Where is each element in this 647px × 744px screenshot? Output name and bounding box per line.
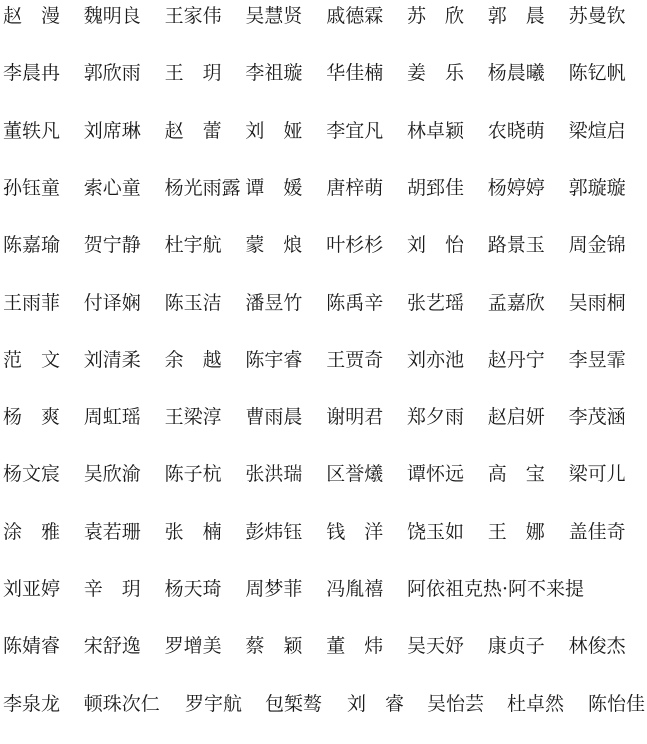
student-name: 刘清柔	[83, 348, 141, 371]
student-name: 区誉爔	[326, 463, 384, 486]
student-name: 李宜凡	[326, 119, 384, 142]
student-name: 罗增美	[164, 635, 222, 658]
student-name: 辛 玥	[83, 578, 141, 600]
student-name: 刘 睿	[347, 692, 405, 715]
student-name: 谭怀远	[407, 463, 465, 486]
student-name: 姜 乐	[407, 62, 465, 85]
student-name: 王梁淳	[164, 406, 222, 429]
student-name: 赵 蕾	[164, 119, 222, 142]
student-name: 谭 媛	[245, 176, 303, 199]
student-name: 梁煊启	[568, 119, 626, 142]
student-name: 康贞子	[487, 635, 545, 658]
student-name: 杨 爽	[3, 406, 61, 429]
student-name: 孙钰童	[3, 176, 61, 199]
student-name: 范 文	[3, 348, 61, 371]
student-name: 周虹瑶	[83, 406, 141, 429]
student-name: 杜宇航	[164, 234, 222, 257]
student-name: 涂 雅	[3, 520, 61, 543]
student-name: 袁若珊	[83, 520, 141, 543]
student-name: 董 炜	[326, 635, 384, 658]
student-name: 吴欣渝	[83, 463, 141, 486]
student-name: 郭 晨	[487, 5, 545, 27]
student-name: 苏 欣	[407, 5, 465, 27]
student-name: 陈子杭	[164, 463, 222, 486]
student-name: 郭璇璇	[568, 176, 626, 199]
student-name: 彭炜钰	[245, 520, 303, 543]
student-name: 杨晨曦	[487, 62, 545, 85]
student-name: 曹雨晨	[245, 406, 303, 429]
student-name: 张艺瑶	[407, 291, 465, 314]
student-name: 王雨菲	[3, 291, 61, 314]
student-name: 李祖璇	[245, 62, 303, 85]
student-name: 高 宝	[487, 463, 545, 486]
student-name: 梁可儿	[568, 463, 626, 486]
student-name: 吴慧贤	[245, 5, 303, 27]
student-name: 刘席琳	[83, 119, 141, 142]
student-name: 周梦菲	[245, 578, 303, 600]
student-name: 陈婧睿	[3, 635, 61, 658]
student-name: 王贾奇	[326, 348, 384, 371]
student-name: 叶杉杉	[326, 234, 384, 257]
student-name: 潘昱竹	[245, 291, 303, 314]
student-name: 阿依祖克热·阿不来提	[407, 578, 585, 600]
student-name: 刘 娅	[245, 119, 303, 142]
student-name: 陈玉洁	[164, 291, 222, 314]
student-name: 郭欣雨	[83, 62, 141, 85]
student-name: 李泉龙	[3, 692, 61, 715]
student-name: 陈嘉瑜	[3, 234, 61, 257]
student-name: 包椠骜	[265, 692, 323, 715]
student-name: 赵丹宁	[487, 348, 545, 371]
student-name: 陈宇睿	[245, 348, 303, 371]
student-name: 谢明君	[326, 406, 384, 429]
student-name: 李昱霏	[568, 348, 626, 371]
student-name: 王家伟	[164, 5, 222, 27]
student-name: 农晓萌	[487, 119, 545, 142]
student-name: 吴雨桐	[568, 291, 626, 314]
student-name: 赵启妍	[487, 406, 545, 429]
student-name: 林俊杰	[568, 635, 626, 658]
student-name: 饶玉如	[407, 520, 465, 543]
student-name: 盖佳奇	[568, 520, 626, 543]
student-name: 胡郅佳	[407, 176, 465, 199]
student-name: 冯胤禧	[326, 578, 384, 600]
student-name: 刘亦池	[407, 348, 465, 371]
student-name: 杨文宸	[3, 463, 61, 486]
student-name: 杨婷婷	[487, 176, 545, 199]
student-name: 索心童	[83, 176, 141, 199]
student-name: 路景玉	[487, 234, 545, 257]
student-name: 罗宇航	[185, 692, 243, 715]
student-name: 郑夕雨	[407, 406, 465, 429]
student-name: 张洪瑞	[245, 463, 303, 486]
student-name: 杨光雨露	[164, 176, 241, 199]
student-name: 王 娜	[487, 520, 545, 543]
student-name: 杨天琦	[164, 578, 222, 600]
student-name: 戚德霖	[326, 5, 384, 27]
student-name: 孟嘉欣	[487, 291, 545, 314]
student-name: 刘 怡	[407, 234, 465, 257]
student-name: 吴怡芸	[427, 692, 485, 715]
student-name: 钱 洋	[326, 520, 384, 543]
student-name: 余 越	[164, 348, 222, 371]
student-name: 赵 漫	[3, 5, 61, 27]
student-name: 杜卓然	[507, 692, 565, 715]
student-name: 魏明良	[83, 5, 141, 27]
student-name: 顿珠次仁	[83, 692, 160, 715]
student-name: 林卓颖	[407, 119, 465, 142]
student-name: 吴天妤	[407, 635, 465, 658]
student-name: 蔡 颖	[245, 635, 303, 658]
student-name: 陈禹辛	[326, 291, 384, 314]
student-name: 蒙 烺	[245, 234, 303, 257]
student-name: 李晨冉	[3, 62, 61, 85]
student-name: 张 楠	[164, 520, 222, 543]
student-name: 华佳楠	[326, 62, 384, 85]
student-name: 唐梓萌	[326, 176, 384, 199]
student-name: 宋舒逸	[83, 635, 141, 658]
student-name: 苏曼钦	[568, 5, 626, 27]
student-name: 董轶凡	[3, 119, 61, 142]
student-name: 陈钇帆	[568, 62, 626, 85]
student-name: 付译娴	[83, 291, 141, 314]
student-name: 陈怡佳	[588, 692, 646, 715]
student-name: 刘亚婷	[3, 578, 61, 600]
student-name: 周金锦	[568, 234, 626, 257]
student-name: 贺宁静	[83, 234, 141, 257]
student-name: 王 玥	[164, 62, 222, 85]
student-name: 李茂涵	[568, 406, 626, 429]
